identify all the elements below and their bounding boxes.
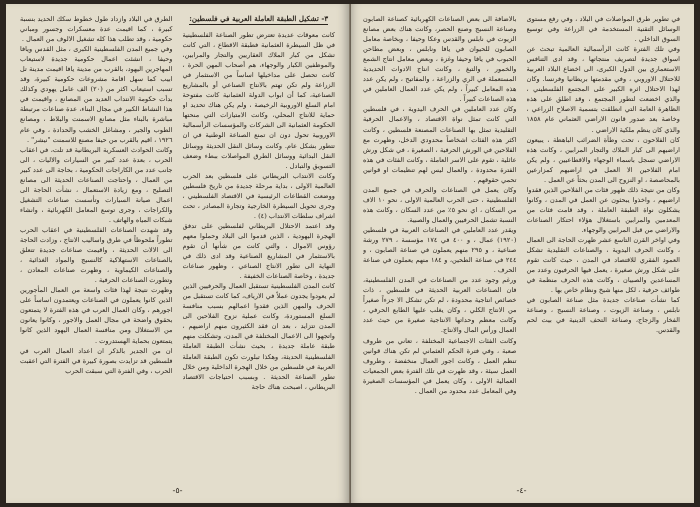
- paragraph: كانت المدن الفلسطينية تستقبل العمال والحرفيين الذين لم يعودوا يجدون عملاً في الارياف، كما كانت تستقبل من الحرف والمهن الذين فقدوا اعمالهم بسبب منافسة السلع المستوردة، وكانت عملية نزوح الفلاحين الى المدن تتزايد ، بعد ان فقد الكثيرون منهم اراضيهم ، واتجهوا الى الاعمال المختلفة في المدن، وتشكلت منهم طبقة عاملة جديدة ، بحيث نشأت الطبقة العاملة الفلسطينية الحديثة، وهكذا تبلورت تكون الطبقة العاملة العربية في فلسطين من خلال الهجرة الداخلية ومن خلال تطور الصناعة الحديثة . وبسبب احتياجات الاقتصاد البريطاني ، اصبحت هناك حاجة: [182, 282, 335, 391]
- paragraph: وكانت الانتداب البريطاني على فلسطين بعد الحرب العالمية الاولى ، بداية مرحلة جديدة من تاريخ فلسطين ووضعت القطاعات الرئيسية في الاقتصاد الفلسطيني ، وجرى تحويل السيطرة الخارجية وتجارة المصادر ، تحت اشراف سلطات الانتداب (٤) .: [182, 171, 335, 220]
- page-number: -٥-: [172, 486, 183, 495]
- paragraph: وكان من نتيجة ذلك ظهور فئات من الفلاحين الذين فقدوا اراضيهم ، واخذوا يبحثون عن العمل في المدن ، وكانوا يشكلون نواة الطبقة العاملة ، وقد قامت فئات من المعدمين والمرابين باستغلال هؤلاء احتكار الصناعات والاراضي من قبل المرابين والوجهاء.: [526, 185, 680, 234]
- paragraph: في تطوير طرق المواصلات في البلاد ، وفي رفع مستوى الوسائل التقنية المستخدمة في الزراعة وفي توسيع السوق الداخلي .: [526, 15, 680, 44]
- paragraph: وكان عدد العاملين في الحرف اليدوية ، في فلسطين التي كانت تمثل نواة الاقتصاد ، والاعمال الحرفية التقليدية تمثل بها الصناعات المصنعة فلسطين ، وكانت اكثر هذه الفئات اشخاصاً محدودي الدخل، وظهرت مع الفلاحين في الورش الحرفية ، الصغيرة ، في شكل ورش عائلية ، تقوم على الاسر العاملة ، وكانت الفئات في هذه الفترة محدودة ، والعمال ليس لهم تنظيمات او قوانين تحمي حقوقهم .: [363, 105, 517, 184]
- paragraph: بالاضافة الى بعض الصناعات الكهربائية كصناعة الصابون وصناعة النسيج وصنع الحصر، وكانت هناك بعض مصانع الزيوت في نابلس والقدس وعكا وحيفا ، وبخاصة معامل الصابون للحيوان في يافا ونابلس ، وبعض مطاحن الحبوب في يافا وحيفا وغزة ، وبعض معامل انتاج الشمع والخمور ، والتبغ ، وكانت انتاج الادوات الحديدية المستعملة في الري والزراعة ، والمفاتيح ، ولم يكن عدد هذه المعامل كبيراً ، ولم يكن عدد العمال العاملين في هذه الصناعات كبيراً .: [363, 15, 517, 104]
- book-gutter: [349, 4, 351, 503]
- paragraph: كانت معوقات عديدة تعترض تطور الصناعة الفلسطينية في ظل السيطرة العثمانية فطبقة الاقطاع ، التي كانت تشكل من كبار الملاك العقاريين والتجار والمرابين، والموظفين الكبار والوجهاء، هم أصحاب المهن الحرة ، كانت تحصل على مداخيلها اساساً من الاستثمار في الزراعة ولم تكن تهتم بالانتاج الصناعي أو بالمشاريع الصناعية، كما أن ابواب الدولة العثمانية كانت مفتوحة امام السلع الاوروبية الرخيصة ، ولم يكن هناك تحديد او حماية للانتاج المحلي، وكانت الامتيازات التي منحتها الحكومة العثمانية الى الشركات والمؤسسات الرأسمالية الاوروبية تحول دون ان تمنع الصناعة الوطنية في ان تتطور بشكل عام. وكانت وسائل النقل الحديثة ووسائل النقل البدائية ووسائل الطرق المواصلات ببطء وضعف التسويق والتبادل .: [182, 31, 335, 170]
- paragraph: وقد شهدت الصناعات الفلسطينية في اعقاب الحرب تطوراً ملحوظاً في طرق واساليب الانتاج ، وزادت الحاجة الى الالات الحديثة ، واقيمت صناعات جديدة تتعلق بالصناعات الاستهلاكية كالنسيج والمواد الغذائية ، والصناعات الكيماوية ، وظهرت صناعات المعادن ، وتطورت الصناعات الحرفية .: [20, 225, 173, 285]
- paragraph: وكانت الفئات الاجتماعية المختلفة ، تعاني من ظروف صعبة ، وفي فترة الحكم العثماني لم تكن هناك قوانين تنظم العمل ، وكانت اجور العمال منخفضة ، وظروف العمل سيئة ، وقد ظهرت في تلك الفترة بعض الجمعيات العمالية الاولى ، وكان يعمل في المؤسسات الصغيرة وفي المعامل عدد محدود من العمال .: [363, 336, 517, 395]
- left-page: [6, 4, 349, 503]
- right-page-column-right: [527, 14, 681, 474]
- right-page-column-left: [363, 14, 517, 474]
- section-heading: ٣- تشكيل الطبقة العاملة العربية في فلسطين:: [189, 14, 329, 23]
- left-page-column-left: [20, 14, 173, 474]
- paragraph: وكانت الحوادث العسكرية البريطانية قد تلت، في اعقاب الحرب ، بعدة عدد كبير من السيارات والاليات ، الى جانب عدد من الكاراجات الحكومية ، بحاجة الى عدد كبير من العمال ، واحتاجت الصناعات الحديثة الى مصانع التصليح ، ومع زيادة الاستعمال ، نشأت الحاجة الى اعمال صيانة السيارات وتأسست صناعات التشغيل والكراجات ، وجرى توسع المعامل الكهربائية ، وانشاء شبكات المياه والهاتف .: [20, 145, 173, 224]
- paragraph: وفي جميع المدن الفلسطينية الكبرى ، مثل القدس ويافا وحيفا ، انشئت اعمال حكومية جديدة لاستيعاب المهاجرين اليهود، بالقرب من مدينة يافا اقيمت مدينة تل ابيب كما سهل اقامة مشروعات حكومية كبيرة، وقد تسبب استيعاب اكثر من (٢٠) الف عامل يهودي وكذلك بدأت حكومة الانتداب العديد من المصانع ، واقيمت في هذا النشاط الكبير في مجال البناء، عدة صناعات مرتبطة مباشرة بالبناء مثل مصانع الاسمنت والبلاط ، ومصانع الطوب والجير ، ومشاغل الخشب والحدادة ، وفي عام ١٩٢٦ ، اقيم بالقرب من حيفا مصنع للاسمنت "نيشر" .: [20, 45, 173, 144]
- right-page-columns: [363, 14, 680, 474]
- page-number: -٤-: [516, 486, 527, 495]
- paragraph: الطرق في البلاد وازداد طول خطوط سكك الحديد بنسبة كبيرة ، كما اقيمت عدة معسكرات وجسور ومباني حكومية ، وقد تطلب هذا كله تشغيل الالوف من العمال .: [20, 15, 173, 44]
- paragraph: ان من الجدير بالذكر ان اعداد العمال العرب في فلسطين قد تزايدت بصورة كبيرة في الفترة التي اعقبت الحرب ، وفي الفترة التي سبقت الحرب: [20, 346, 173, 375]
- paragraph: وكان يعمل في الصناعات والحرف في جميع المدن الفلسطينية ، حتى الحرب العالمية الاولى ، نحو ١٠ الاف من السكان ، اي نحو ٥٪ من عدد السكان ، وكانت هذه النسبة تشمل الحرفيين والعمال والصبية.: [363, 185, 517, 224]
- paragraph: كان الفلاحون ، تحت وطأة الضرائب الباهظة ، يبيعون اراضيهم الى كبار الملاك والتجار المرابين ، وكانت هذه الاراضي تسجل باسماء الوجهاء والاقطاعيين ، ولم يكن امام الفلاحين الا العمل في اراضيهم كمزارعين بالمحاصصة ، او النزوح الى المدن بحثاً عن العمل .: [526, 135, 680, 184]
- right-page: [349, 4, 694, 503]
- paragraph: ويقدر عدد العاملين في الصناعات العربية في فلسطين (١٩٢٠) عمال ، و ٤٠٠ في ١٧٤ مؤسسة ، ٢٧٩ ورشة صناعية ، و ٢٩٥ منهم يعملون في صناعة الصابون ، و ٢٤٤ في صناعة الطحين، و ١٨٤ منهم يعملون في صناعة الحرف .: [363, 225, 517, 275]
- left-page-column-right: [183, 14, 336, 474]
- paragraph: وقد اعتمد الاحتلال البريطاني لفلسطين على تدفق الهجرة اليهودية ، الذين قدموا الى البلاد وحملوا معهم رؤوس الاموال ، والتي كانت من شأنها أن تقوم بالاستثمار في المشاريع الصناعية وقد ادى ذلك في النهاية الى تطور الانتاج الصناعي ، وظهور صناعات جديدة ، وخاصة الصناعات الخفيفة .: [182, 221, 335, 281]
- paragraph: وظهرت نتيجة لهذا فئات واسعة من العمال المأجورين الذين كانوا يعملون في الصناعات ويعتمدون اساساً على اجورهم ، وكان العمال العرب في هذه الفترة لا يتمتعون بحقوق واضحة في مجال العمل والاجور ، وكانوا يعانون من الاستغلال ومن منافسة العمال اليهود الذين كانوا يتمتعون بحماية الهستدروت .: [20, 286, 173, 345]
- paragraph: وفي اواخر القرن التاسع عشر ظهرت الحاجة الى العمال ، وكانت الحرف اليدوية ، والصناعات التقليدية تشكل العمود الفقري للاقتصاد في المدن ، حيث كانت تقوم على شكل ورش صغيرة ، يعمل فيها الحرفيون وعدد من المساعدين والصبيان ، وكانت هذه الحرف منظمة في طوائف حرفية ، لكل منها شيخ ونظام خاص بها .: [526, 236, 680, 295]
- paragraph: كما نشأت صناعات جديدة مثل صناعة الصابون في نابلس ، وصناعة الزيوت ، وصناعة النسيج ، وصناعة الفخار والزجاج، وصناعة التحف الدينية في بيت لحم والقدس.: [526, 296, 680, 335]
- paragraph: وفي تلك الفترة كانت الرأسمالية العالمية تبحث عن اسواق جديدة لتصريف منتجاتها ، وقد ادى التنافس الاستعماري بين الدول الكبرى، الى اخضاع البلاد العربية للاحتلال الاوروبي ، وفي مقدمتها بريطانيا وفرنسا. وكان لهذا الاحتلال اثره الكبير على المجتمع الفلسطيني ، والذي اخضعت لتطور المجتمع ، وقد اطلق على هذه الظاهرة العامة التي انطلقت بتسمية الاصلاح الزراعي ، وخاصة بعد صدور قانون الاراضي العثماني عام ١٨٥٨ والذي كان ينظم ملكية الاراضي .: [526, 45, 680, 134]
- left-page-columns: [20, 14, 335, 474]
- paragraph: ورغم وجود عدد من الصناعات في المدن الفلسطينية، فان الصناعات العربية الحديثة في فلسطين ، ذات خصائص انتاجية محدودة ، لم تكن تشكل الا جزءاً صغيراً من الانتاج الكلي ، وكان يغلب عليها الطابع الحرفي ، وكانت معظم وحداتها الانتاجية صغيرة من حيث عدد العمال ورأس المال والانتاج.: [363, 276, 517, 335]
